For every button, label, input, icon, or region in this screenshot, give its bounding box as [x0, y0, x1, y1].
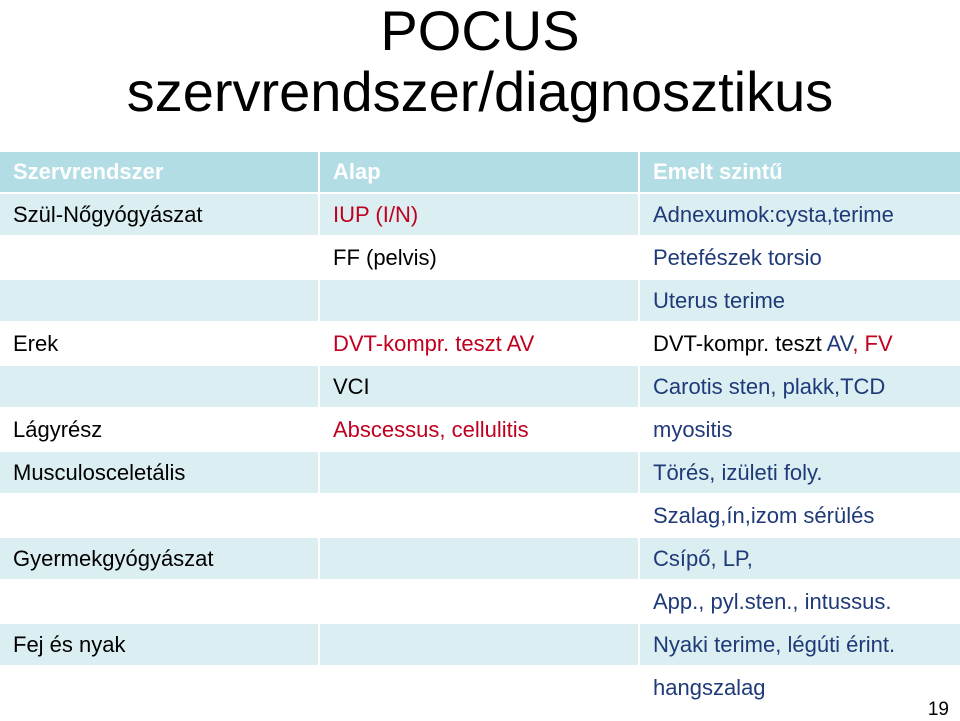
advanced-cell-erek-av: AV [826, 330, 853, 356]
organ-system-cell [0, 280, 320, 323]
basic-cell: VCI [320, 366, 640, 409]
advanced-cell: Petefészek torsio [640, 237, 960, 280]
basic-cell: IUP (I/N) [320, 194, 640, 237]
basic-cell: DVT-kompr. teszt AV [320, 323, 640, 366]
slide-title-line-2: szervrendszer/diagnosztikus [126, 60, 834, 123]
page-number: 19 [927, 699, 949, 720]
organ-system-cell: Szül-Nőgyógyászat [0, 194, 320, 237]
organ-system-cell [0, 366, 320, 409]
basic-cell: FF (pelvis) [320, 237, 640, 280]
advanced-cell-erek [640, 323, 960, 366]
advanced-cell-erek-prefix: DVT-kompr. teszt [653, 330, 827, 356]
organ-system-cell [0, 237, 320, 280]
header-szervrendszer: Szervrendszer [0, 152, 320, 194]
table-row [0, 581, 960, 624]
advanced-cell: Szalag,ín,izom sérülés [640, 495, 960, 538]
pocus-table [0, 152, 960, 710]
advanced-cell: Törés, izületi foly. [640, 452, 960, 495]
organ-system-cell [0, 495, 320, 538]
basic-cell [320, 495, 640, 538]
advanced-cell: Nyaki terime, légúti érint. [640, 624, 960, 667]
organ-system-cell [0, 667, 320, 710]
table-row [0, 538, 960, 581]
advanced-cell: App., pyl.sten., intussus. [640, 581, 960, 624]
table-row [0, 495, 960, 538]
organ-system-cell [0, 581, 320, 624]
advanced-cell-erek-sep: , [852, 330, 865, 356]
basic-cell [320, 667, 640, 710]
table-row [0, 366, 960, 409]
table-row [0, 452, 960, 495]
advanced-cell: Csípő, LP, [640, 538, 960, 581]
organ-system-cell: Fej és nyak [0, 624, 320, 667]
basic-cell [320, 624, 640, 667]
table-header-row [0, 152, 960, 194]
advanced-cell: myositis [640, 409, 960, 452]
basic-cell: Abscessus, cellulitis [320, 409, 640, 452]
header-alap: Alap [320, 152, 640, 194]
organ-system-cell: Musculosceletális [0, 452, 320, 495]
table-row [0, 667, 960, 710]
basic-cell [320, 452, 640, 495]
table-row [0, 624, 960, 667]
table-row [0, 409, 960, 452]
advanced-cell: hangszalag [640, 667, 960, 710]
table-row [0, 280, 960, 323]
advanced-cell: Adnexumok:cysta,terime [640, 194, 960, 237]
table-row [0, 194, 960, 237]
slide-title-line-1: POCUS [380, 0, 580, 62]
slide-title [0, 0, 960, 122]
advanced-cell-erek-fv: FV [864, 330, 893, 356]
table-row [0, 237, 960, 280]
organ-system-cell: Erek [0, 323, 320, 366]
basic-cell [320, 280, 640, 323]
table-row [0, 323, 960, 366]
organ-system-cell: Lágyrész [0, 409, 320, 452]
header-emelt-szintu: Emelt szintű [640, 152, 960, 194]
advanced-cell: Uterus terime [640, 280, 960, 323]
basic-cell [320, 538, 640, 581]
organ-system-cell: Gyermekgyógyászat [0, 538, 320, 581]
advanced-cell: Carotis sten, plakk,TCD [640, 366, 960, 409]
basic-cell [320, 581, 640, 624]
